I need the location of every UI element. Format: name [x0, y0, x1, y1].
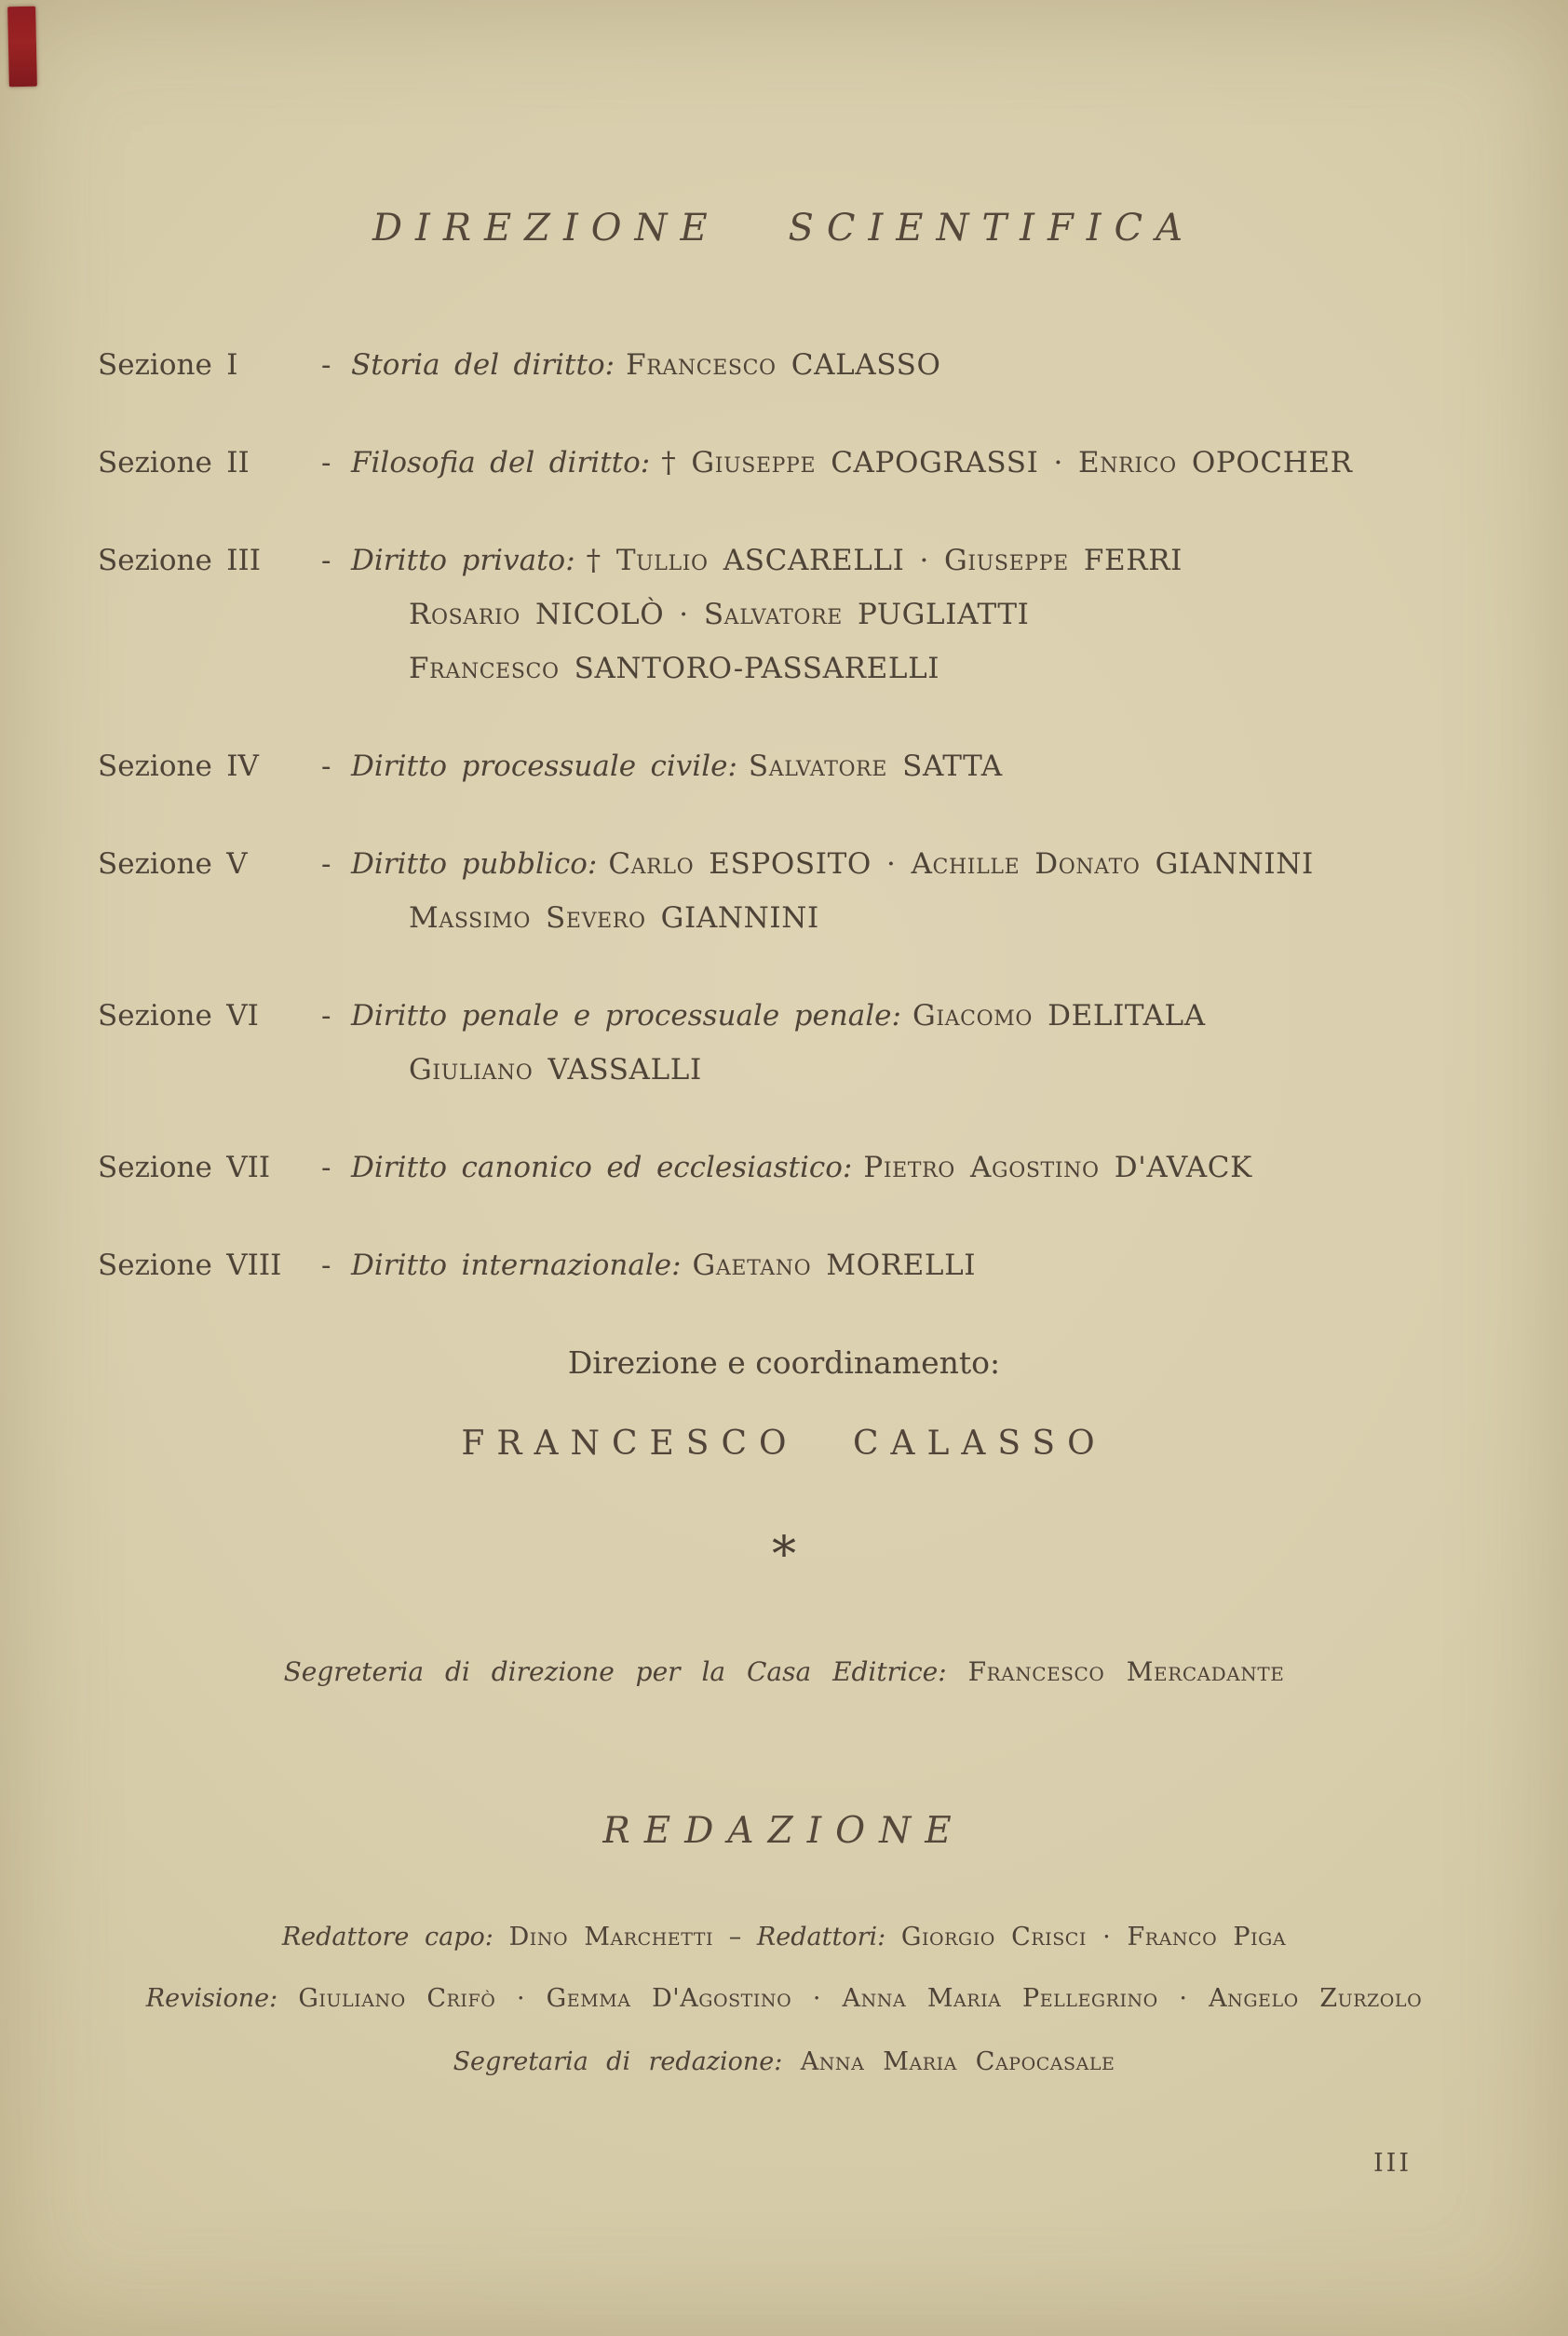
section-names: Pietro Agostino D'AVACK: [863, 1151, 1252, 1184]
line-separator: –: [728, 1923, 742, 1951]
section-subject: Storia del diritto:: [351, 348, 615, 382]
section-content: [351, 845, 1448, 883]
redazione-heading: REDAZIONE: [602, 1810, 966, 1852]
section-label: Sezione III: [98, 544, 261, 577]
section-subject: Diritto penale e processuale penale:: [351, 999, 901, 1033]
section-names-continued: Giuliano VASSALLI: [409, 1053, 702, 1087]
section-row-6: [98, 997, 1448, 1034]
section-content: [351, 1247, 1448, 1284]
page-title: DIREZIONE SCIENTIFICA: [372, 207, 1196, 250]
section-content: [351, 346, 1448, 384]
section-label: Sezione V: [98, 847, 248, 881]
sections-list: [98, 346, 1448, 1284]
section-label: Sezione VII: [98, 1151, 271, 1184]
section-row-3: [98, 542, 1448, 579]
section-content: [351, 997, 1448, 1034]
page-number: III: [1373, 2149, 1412, 2178]
redazione-line-3: [0, 2046, 1568, 2079]
section-row-7: [98, 1149, 1448, 1186]
secretariat-line: [0, 1654, 1568, 1690]
section-names: Salvatore SATTA: [748, 749, 1003, 783]
section-names: Carlo ESPOSITO · Achille Donato GIANNINI: [608, 847, 1314, 881]
segretaria-label: Segretaria di redazione:: [453, 2047, 783, 2076]
section-subject: Diritto privato:: [351, 544, 575, 577]
section-subject: Diritto processuale civile:: [351, 749, 737, 783]
section-names: Francesco CALASSO: [626, 348, 941, 382]
section-label: Sezione IV: [98, 749, 259, 783]
section-dash: -: [321, 749, 331, 783]
redattori-label: Redattori:: [756, 1923, 886, 1951]
revisione-names: Giuliano Crifò · Gemma D'Agostino · Anna Maria Pellegrino · Angelo Zurzolo: [298, 1984, 1423, 2013]
section-label: Sezione I: [98, 348, 238, 382]
redazione-line-1: [0, 1921, 1568, 1954]
redattori-names: Giorgio Crisci · Franco Piga: [900, 1923, 1287, 1951]
section-dash: -: [321, 847, 331, 881]
secretariat-label: Segreteria di direzione per la Casa Editrice:: [283, 1656, 947, 1687]
section-subject: Diritto canonico ed ecclesiastico:: [351, 1151, 853, 1184]
section-names: † Tullio ASCARELLI · Giuseppe FERRI: [586, 544, 1183, 577]
section-names-continued: Rosario NICOLÒ · Salvatore PUGLIATTI: [409, 598, 1030, 631]
section-names: † Giuseppe CAPOGRASSI · Enrico OPOCHER: [661, 446, 1353, 479]
section-subject: Diritto internazionale:: [351, 1249, 682, 1282]
red-corner-mark: [7, 7, 37, 88]
segretaria-name: Anna Maria Capocasale: [800, 2047, 1115, 2076]
redattore-capo-name: Dino Marchetti: [508, 1923, 714, 1951]
revisione-label: Revisione:: [145, 1984, 278, 2013]
section-dash: -: [321, 1249, 331, 1282]
section-content: [351, 1149, 1448, 1186]
section-content: [351, 748, 1448, 785]
section-row-5: [98, 845, 1448, 883]
coordination-name: FRANCESCO CALASSO: [461, 1425, 1107, 1463]
section-names-continued: Francesco SANTORO-PASSARELLI: [409, 652, 940, 685]
section-dash: -: [321, 1151, 331, 1184]
section-label: Sezione VI: [98, 999, 259, 1033]
section-subject: Diritto pubblico:: [351, 847, 598, 881]
section-dash: -: [321, 544, 331, 577]
section-label: Sezione VIII: [98, 1249, 282, 1282]
section-row-8: [98, 1247, 1448, 1284]
section-names: Gaetano MORELLI: [692, 1249, 977, 1282]
section-label: Sezione II: [98, 446, 250, 479]
separator-star: *: [772, 1527, 796, 1583]
redazione-line-2: [0, 1982, 1568, 2016]
secretariat-name: Francesco Mercadante: [967, 1656, 1285, 1687]
section-content: [351, 444, 1448, 481]
redattore-capo-label: Redattore capo:: [281, 1923, 493, 1951]
section-row-4: [98, 748, 1448, 785]
section-names: Giacomo DELITALA: [912, 999, 1206, 1033]
section-dash: -: [321, 999, 331, 1033]
section-names-continued: Massimo Severo GIANNINI: [409, 901, 819, 935]
section-dash: -: [321, 348, 331, 382]
section-content: [351, 542, 1448, 579]
section-subject: Filosofia del diritto:: [351, 446, 651, 479]
section-row-2: [98, 444, 1448, 481]
section-dash: -: [321, 446, 331, 479]
coordination-heading: Direzione e coordinamento:: [567, 1344, 1001, 1381]
section-row-1: [98, 346, 1448, 384]
